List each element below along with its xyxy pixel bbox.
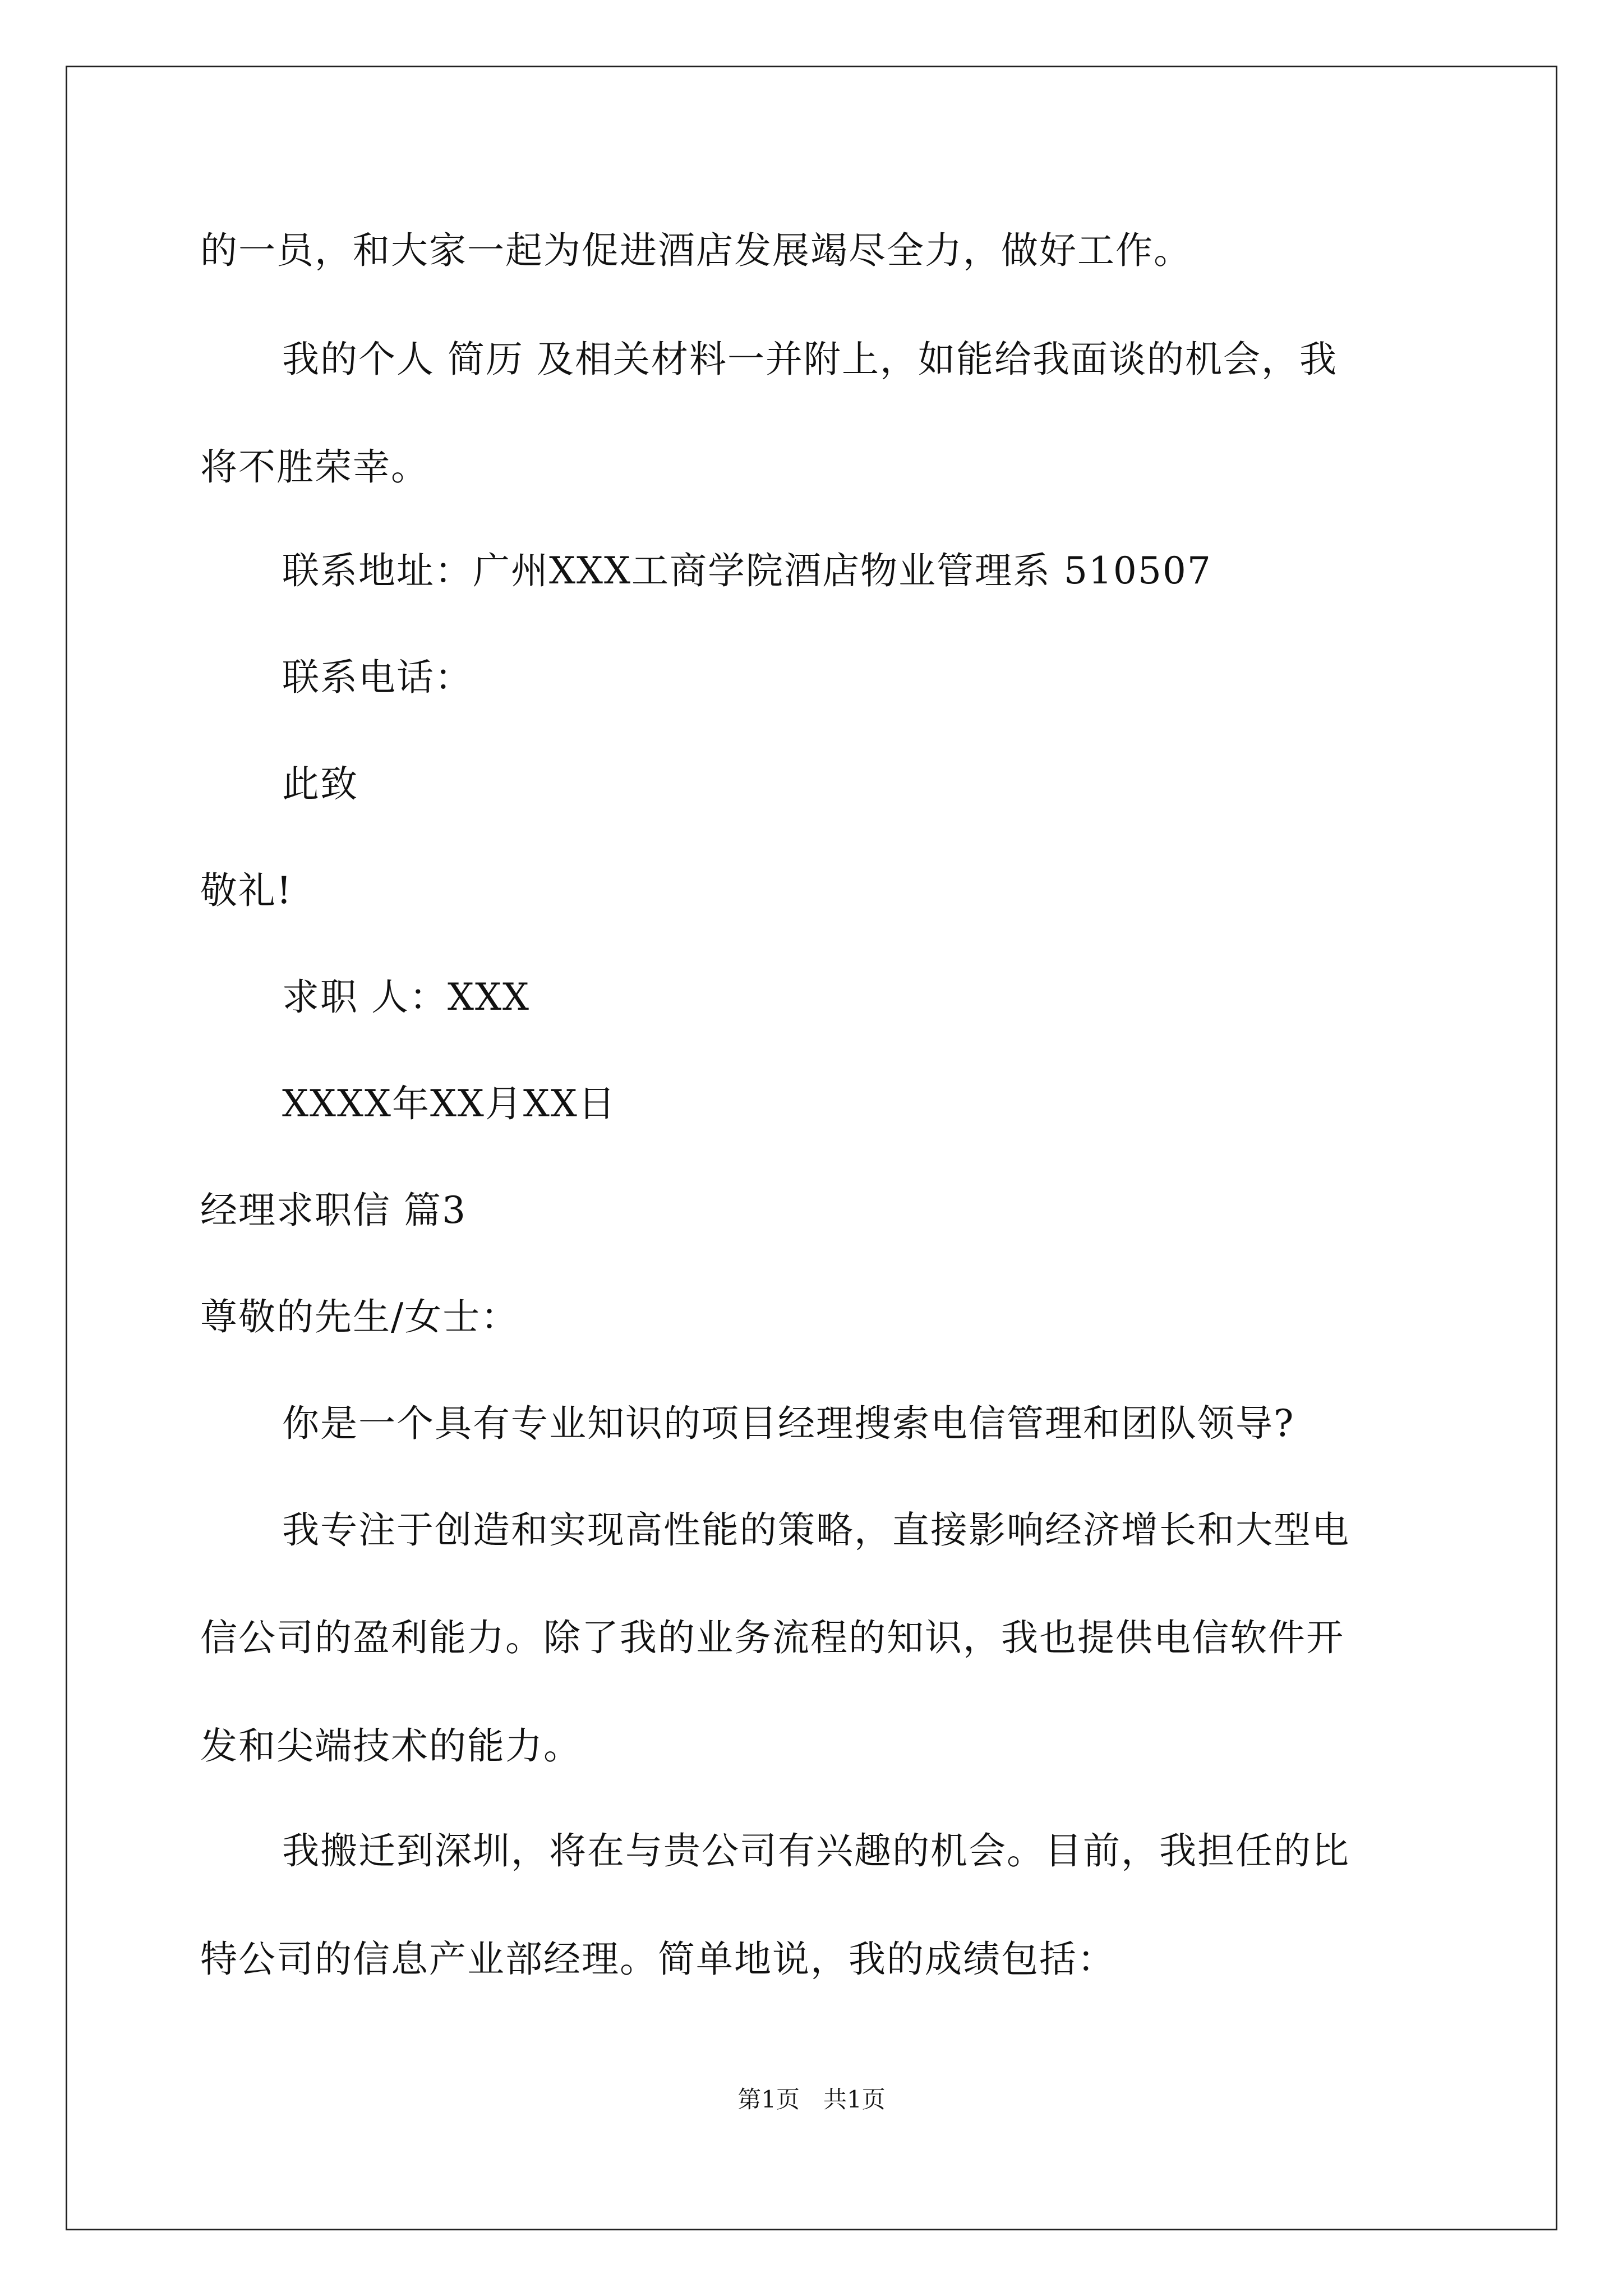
contact-address: 联系地址：广州XXX工商学院酒店物业管理系 510507 bbox=[282, 549, 1212, 592]
greeting: 尊敬的先生/女士： bbox=[200, 1295, 519, 1338]
paragraph-line: 将不胜荣幸。 bbox=[200, 445, 429, 489]
page-border bbox=[66, 66, 1557, 2230]
letter-date: XXXX年XX月XX日 bbox=[282, 1082, 616, 1125]
section-heading: 经理求职信 篇3 bbox=[200, 1189, 467, 1232]
applicant-name: 求职 人：XXX bbox=[282, 976, 530, 1019]
paragraph-line: 信公司的盈利能力。除了我的业务流程的知识，我也提供电信软件开 bbox=[200, 1616, 1344, 1659]
paragraph-line: 我专注于创造和实现高性能的策略，直接影响经济增长和大型电 bbox=[282, 1508, 1350, 1552]
paragraph-line: 特公司的信息产业部经理。简单地说，我的成绩包括： bbox=[200, 1938, 1115, 1981]
paragraph-line: 发和尖端技术的能力。 bbox=[200, 1724, 582, 1768]
paragraph-line: 我搬迁到深圳，将在与贵公司有兴趣的机会。目前，我担任的比 bbox=[282, 1829, 1350, 1872]
paragraph-line: 的一员，和大家一起为促进酒店发展竭尽全力，做好工作。 bbox=[200, 229, 1192, 272]
closing-regards: 敬礼! bbox=[200, 869, 293, 912]
closing-salutation: 此致 bbox=[282, 762, 358, 806]
contact-phone: 联系电话： bbox=[282, 656, 473, 699]
page-number-footer: 第1页 共1页 bbox=[737, 2086, 886, 2113]
paragraph-line: 你是一个具有专业知识的项目经理搜索电信管理和团队领导? bbox=[282, 1402, 1295, 1445]
paragraph-line: 我的个人 简历 及相关材料一并附上，如能给我面谈的机会，我 bbox=[282, 338, 1338, 381]
